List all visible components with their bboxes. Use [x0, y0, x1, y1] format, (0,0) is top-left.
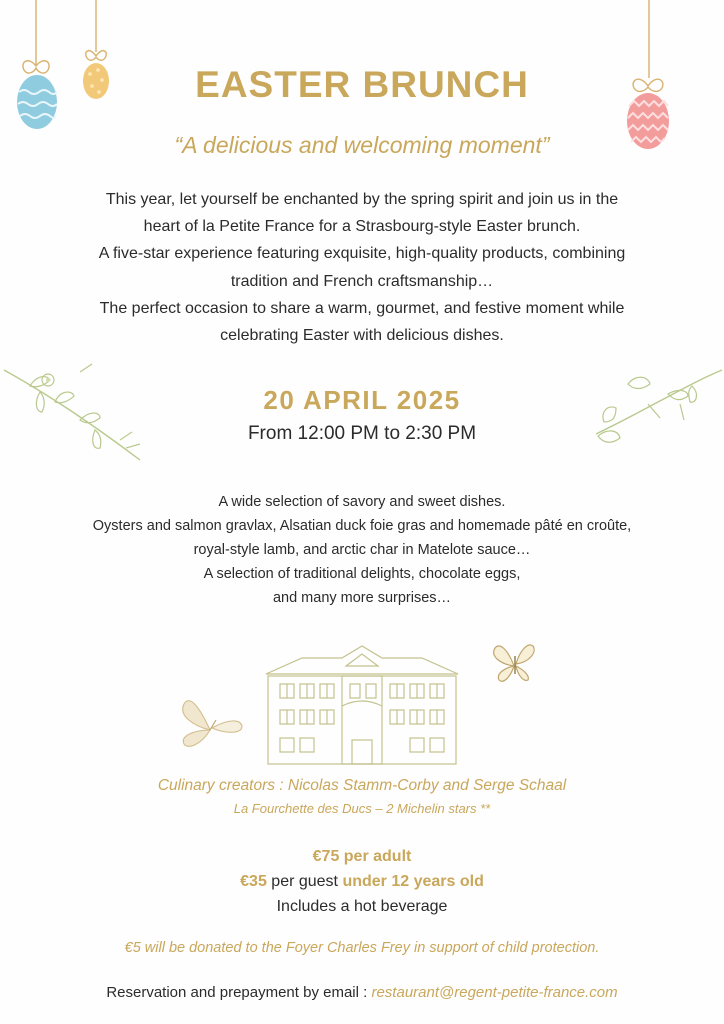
- menu-line: A selection of traditional delights, chocolate eggs,: [203, 566, 521, 582]
- menu-description: [0, 490, 724, 610]
- restaurant-michelin: La Fourchette des Ducs – 2 Michelin stars **: [233, 801, 491, 816]
- reservation-contact: [0, 984, 724, 1001]
- event-date: 20 APRIL 2025: [263, 385, 461, 415]
- intro-line: A five-star experience featuring exquisite, high-quality products, combining: [98, 245, 626, 263]
- intro-line: The perfect occasion to share a warm, gourmet, and festive moment while: [99, 299, 625, 317]
- intro-line: This year, let yourself be enchanted by the spring spirit and join us in the: [105, 191, 619, 208]
- donation-note: €5 will be donated to the Foyer Charles Frey in support of child protection.: [124, 940, 600, 956]
- intro-paragraph: [0, 186, 724, 349]
- intro-line: tradition and French craftsmanship…: [230, 272, 494, 290]
- child-price: [0, 873, 724, 891]
- reservation-email-link[interactable]: restaurant@regent-petite-france.com: [371, 984, 618, 1001]
- menu-line: royal-style lamb, and arctic char in Matelote sauce…: [193, 542, 531, 558]
- butterfly-right-icon: [490, 640, 538, 684]
- page-title: EASTER BRUNCH: [195, 64, 529, 105]
- intro-line: celebrating Easter with delicious dishes.: [220, 326, 504, 344]
- menu-line: and many more surprises…: [272, 590, 452, 606]
- intro-line: heart of la Petite France for a Strasbourg-style Easter brunch.: [143, 218, 581, 236]
- event-time: From 12:00 PM to 2:30 PM: [247, 423, 477, 444]
- child-price-mid: per guest: [266, 873, 343, 890]
- tagline: “A delicious and welcoming moment”: [174, 132, 550, 158]
- culinary-creators: Culinary creators : Nicolas Stamm-Corby and Serge Schaal: [157, 777, 567, 794]
- reservation-label: Reservation and prepayment by email :: [106, 984, 372, 1001]
- hotel-building-illustration: [262, 644, 462, 768]
- beverage-note: Includes a hot beverage: [276, 898, 448, 915]
- butterfly-left-icon: [176, 690, 246, 752]
- adult-price: €75 per adult: [312, 848, 412, 865]
- menu-line: A wide selection of savory and sweet dishes.: [218, 494, 506, 510]
- child-age-limit: under 12 years old: [342, 873, 484, 890]
- child-price-amount: €35: [240, 873, 267, 890]
- menu-line: Oysters and salmon gravlax, Alsatian duck foie gras and homemade pâté en croûte,: [92, 518, 632, 534]
